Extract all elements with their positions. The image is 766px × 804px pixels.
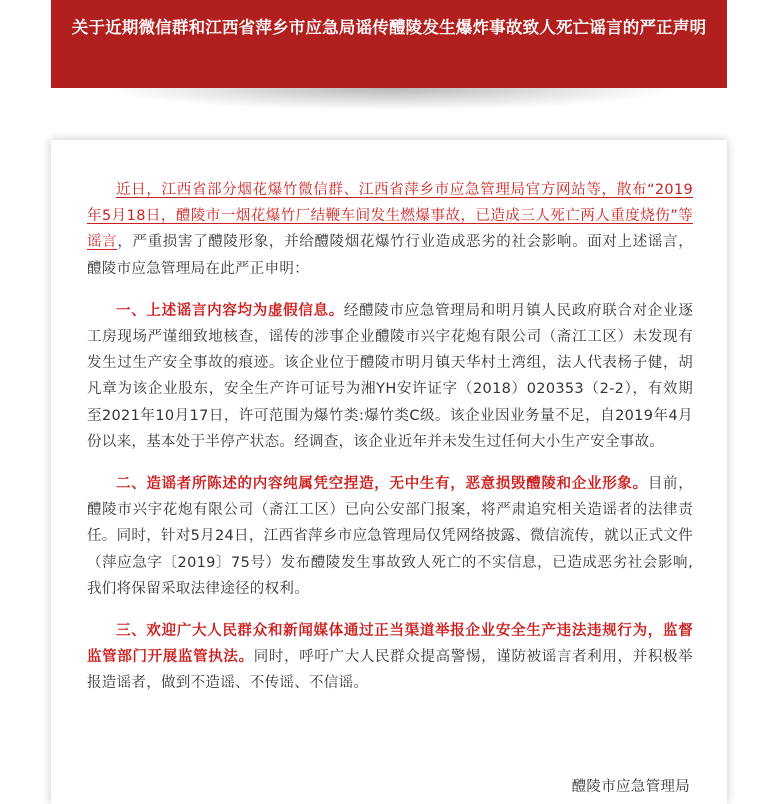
intro-paragraph — [87, 177, 693, 282]
point-three-heading: 三、欢迎广大人民群众和新闻媒体通过正当渠道举报企业安全生产违法违规行为，监督监管部门开展监管执法。 — [87, 623, 693, 666]
title-banner — [51, 0, 727, 88]
point-one-heading: 一、上述谣言内容均为虚假信息。 — [116, 302, 344, 319]
point-one-body: 经醴陵市应急管理局和明月镇人民政府联合对企业逐工房现场严谨细致地核查，谣传的涉事企业醴陵市兴宇花炮有限公司（斋江工区）未发现有发生过生产安全事故的痕迹。该企业位于醴陵市明月镇天华村土湾组，法人代表杨子健，胡凡章为该企业股东，安全生产许可证号为湘YH安许证字（2018）020353（2-2），有效期至2021年10月17日，许可范围为爆竹类:爆竹类C级。该企业因业务量不足，自2019年4月份以来，基本处于半停产状态。经调查，该企业近年并未发生过任何大小生产安全事故。 — [87, 302, 693, 450]
signature: 醴陵市应急管理局 — [571, 779, 690, 795]
page-title: 关于近期微信群和江西省萍乡市应急局谣传醴陵发生爆炸事故致人死亡谣言的严正声明 — [71, 18, 707, 37]
statement-card — [51, 140, 727, 804]
intro-lead: 近日，江西省部分烟花爆竹微信群、江西省萍乡市应急管理局官方网站等，散布 — [116, 182, 648, 198]
intro-rest: ，严重损害了醴陵形象，并给醴陵烟花爆竹行业造成恶劣的社会影响。面对上述谣言，醴陵市应急管理局在此严正申明： — [87, 234, 693, 277]
point-two-heading: 二、造谣者所陈述的内容纯属凭空捏造，无中生有，恶意损毁醴陵和企业形象。 — [116, 476, 648, 493]
banner-shadow — [110, 88, 670, 110]
rumor-quote: “2019年5月18日，醴陵市一烟花爆竹厂结鞭车间发生燃爆事故，已造成三人死亡两人重度烧伤”等谣言 — [87, 182, 693, 251]
point-one-paragraph — [87, 298, 693, 455]
point-three-paragraph — [87, 618, 693, 697]
point-two-body: 目前，醴陵市兴宇花炮有限公司（斋江工区）已向公安部门报案，将严肃追究相关造谣者的法律责任。同时，针对5月24日，江西省萍乡市应急管理局仅凭网络披露、微信流传，就以正式文件（萍应急字〔2019〕75号）发布醴陵发生事故致人死亡的不实信息，已造成恶劣社会影响,我们将保留采取法律途径的权利。 — [87, 476, 694, 597]
point-three-body: 同时，呼吁广大人民群众提高警惕，谨防被谣言者利用，并积极举报造谣者，做到不造谣、不传谣、不信谣。 — [87, 649, 693, 692]
point-two-paragraph — [87, 471, 693, 602]
